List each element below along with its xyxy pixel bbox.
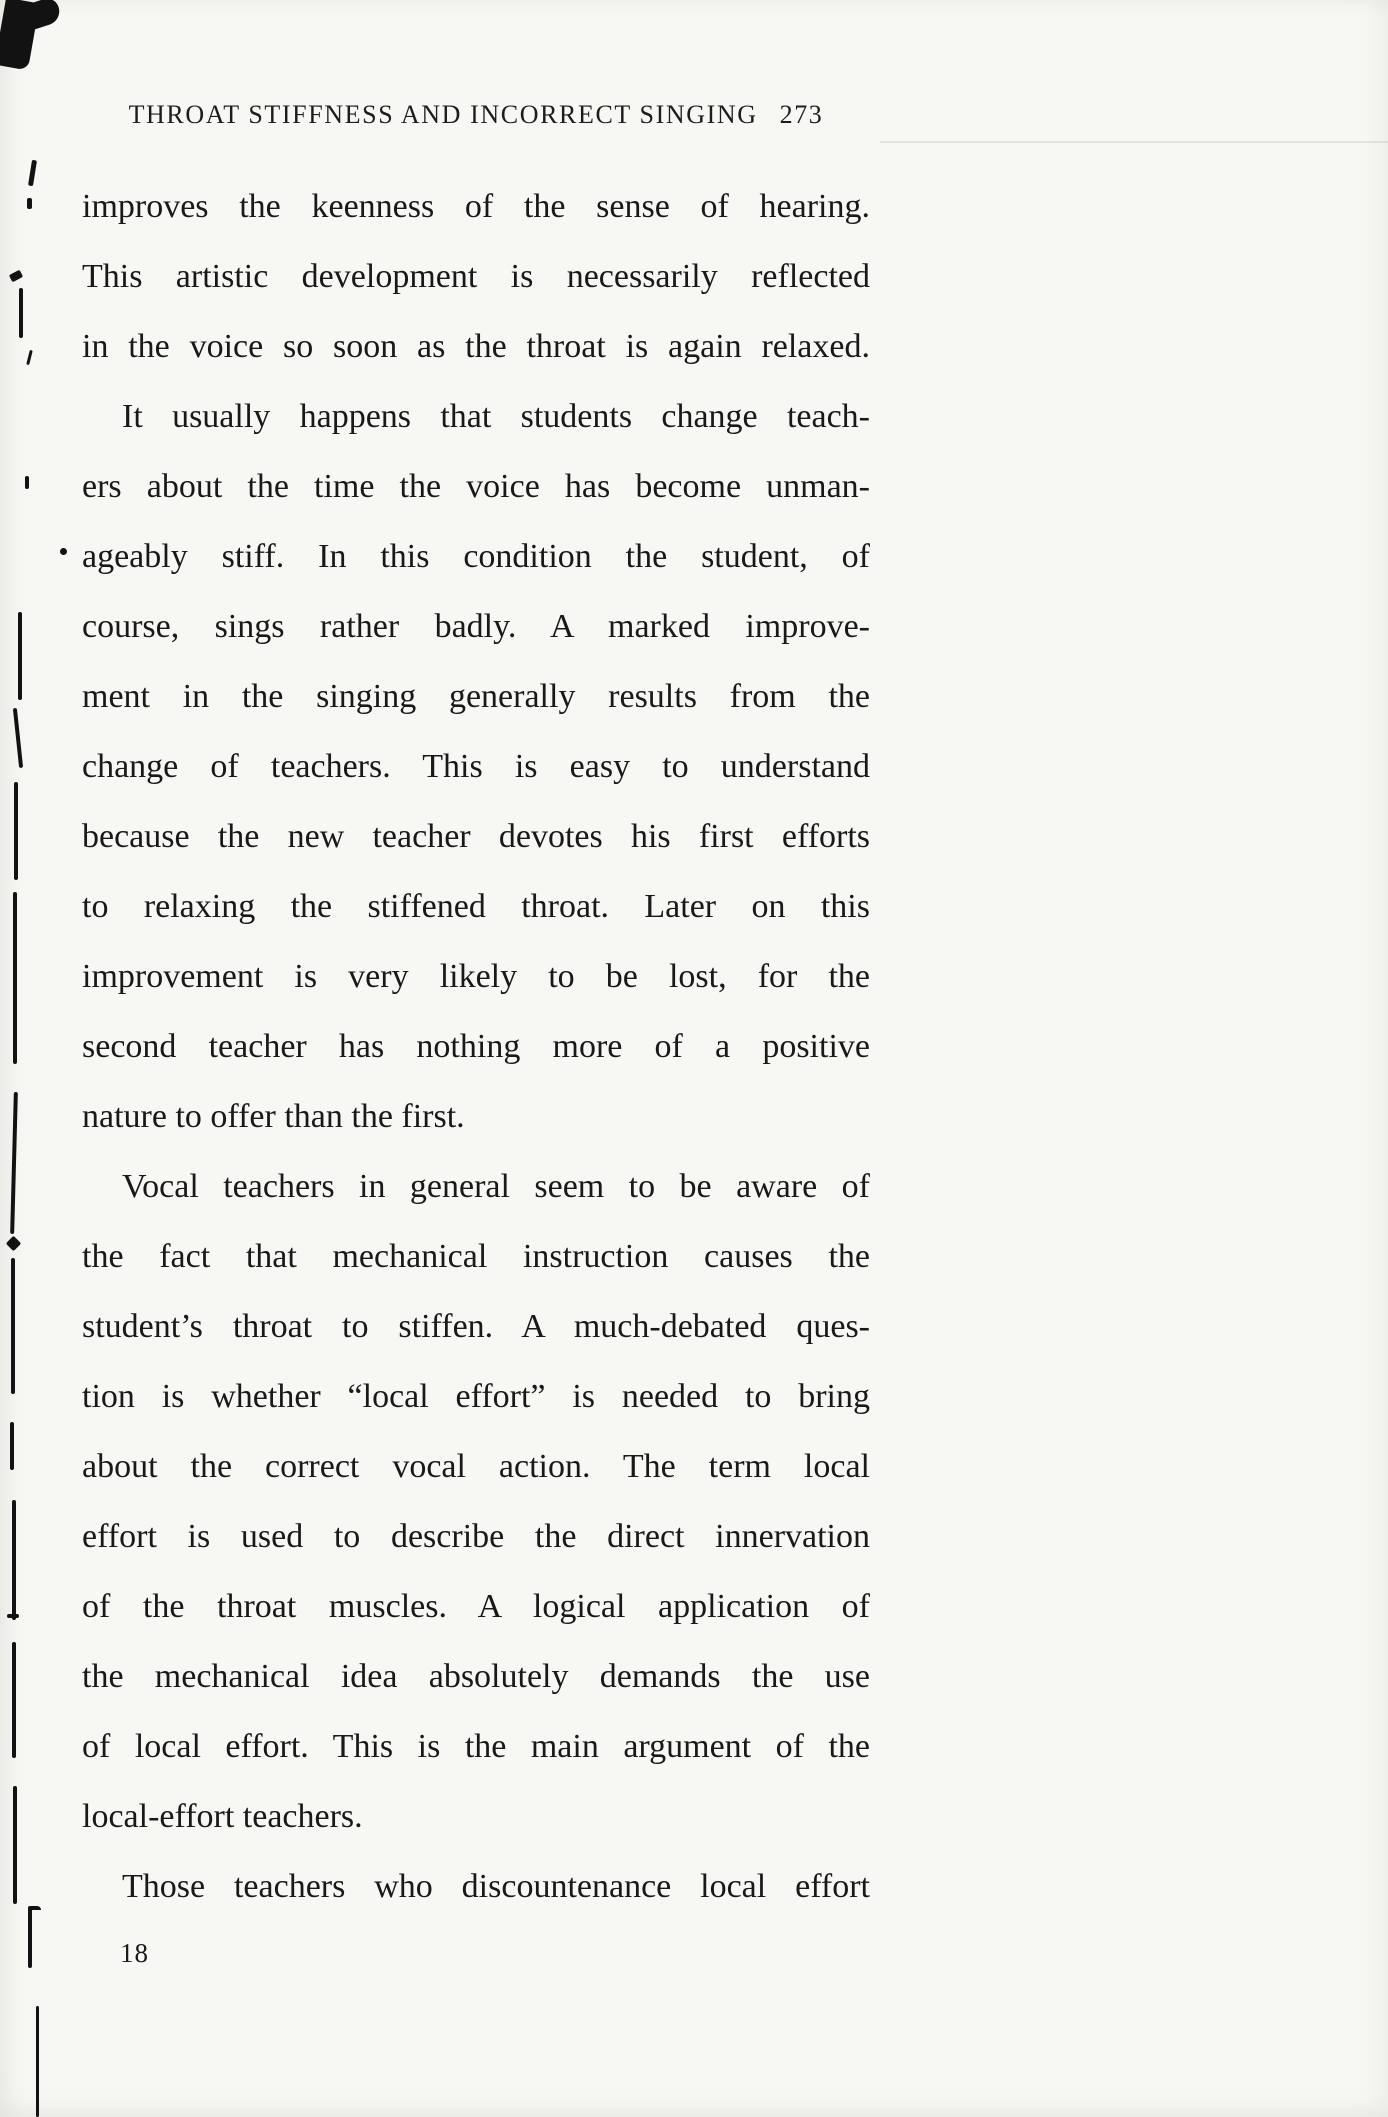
text-line: improvement is very likely to be lost, for the	[82, 958, 870, 995]
scan-artifact	[28, 1906, 41, 1910]
signature-mark: 18	[120, 1938, 149, 1968]
text-line: Those teachers who discountenance local effort	[122, 1868, 870, 1905]
scan-artifact	[25, 476, 29, 489]
running-header	[82, 100, 870, 130]
scan-artifact	[28, 160, 37, 186]
scan-artifact	[19, 288, 23, 338]
scan-artifact	[13, 892, 17, 1064]
scan-artifact	[6, 1236, 22, 1252]
text-line: student’s throat to stiffen. A much-debated ques-	[82, 1308, 870, 1345]
text-line: course, sings rather badly. A marked improve-	[82, 608, 870, 645]
text-line: It usually happens that students change teach-	[122, 398, 870, 435]
text-line: to relaxing the stiffened throat. Later on this	[82, 888, 870, 925]
scan-artifact	[14, 782, 18, 880]
body-text	[82, 172, 870, 1922]
text-line: in the voice so soon as the throat is again relaxed.	[82, 328, 870, 365]
text-line: ers about the time the voice has become unman-	[82, 468, 870, 505]
text-line: the mechanical idea absolutely demands the use	[82, 1658, 870, 1695]
text-line: Vocal teachers in general seem to be aware of	[122, 1168, 870, 1205]
text-line: effort is used to describe the direct innervation	[82, 1518, 870, 1555]
text-line: This artistic development is necessarily reflected	[82, 258, 870, 295]
page-number: 273	[779, 100, 824, 129]
text-line: nature to offer than the first.	[82, 1098, 465, 1135]
text-line: change of teachers. This is easy to understand	[82, 748, 870, 785]
scan-artifact	[11, 1258, 15, 1394]
scan-artifact-page-edge	[880, 141, 1388, 143]
scan-artifact	[9, 270, 23, 283]
scan-artifact	[60, 548, 67, 555]
scan-artifact	[27, 198, 32, 209]
scan-artifact	[36, 2006, 39, 2117]
scan-artifact	[18, 612, 22, 700]
text-line: about the correct vocal action. The term local	[82, 1448, 870, 1485]
scan-artifact	[7, 1614, 19, 1618]
text-line: of local effort. This is the main argument of the	[82, 1728, 870, 1765]
text-line: second teacher has nothing more of a positive	[82, 1028, 870, 1065]
scan-artifact	[26, 350, 33, 365]
scan-artifact	[12, 1642, 16, 1758]
text-line: local-effort teachers.	[82, 1798, 363, 1835]
scan-artifact	[10, 1092, 18, 1234]
text-line: because the new teacher devotes his first efforts	[82, 818, 870, 855]
text-line: tion is whether “local effort” is needed to bring	[82, 1378, 870, 1415]
text-line: ageably stiff. In this condition the student, of	[82, 538, 870, 575]
text-line: improves the keenness of the sense of hearing.	[82, 188, 870, 225]
scan-artifact	[10, 1422, 14, 1470]
scan-artifact	[28, 1908, 32, 1968]
scan-artifact	[13, 1786, 17, 1904]
text-line: of the throat muscles. A logical application of	[82, 1588, 870, 1625]
scan-artifact	[12, 1500, 16, 1620]
running-title: THROAT STIFFNESS AND INCORRECT SINGING	[128, 100, 758, 129]
text-line: the fact that mechanical instruction causes the	[82, 1238, 870, 1275]
text-line: ment in the singing generally results from the	[82, 678, 870, 715]
scan-artifact	[13, 708, 23, 768]
